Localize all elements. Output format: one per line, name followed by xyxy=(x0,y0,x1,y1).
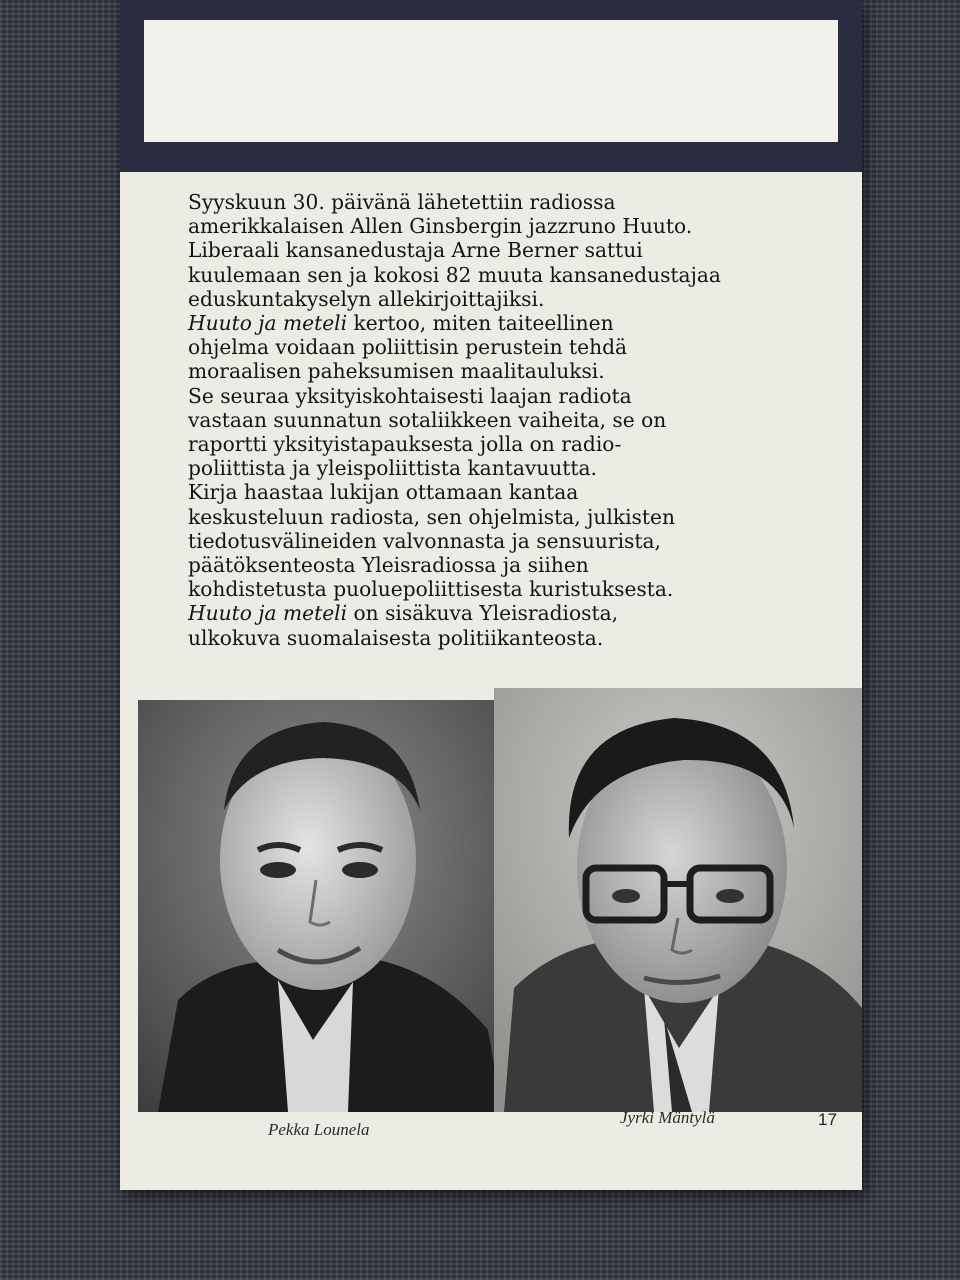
blurb-line xyxy=(188,553,828,577)
blurb-line xyxy=(188,335,828,359)
blurb-line-text: kohdistetusta puoluepoliittisesta kuristuksesta. xyxy=(188,577,674,602)
blurb-line xyxy=(188,263,828,287)
caption-pekka-lounela: Pekka Lounela xyxy=(268,1120,370,1139)
caption-jyrki-mantyla: Jyrki Mäntylä xyxy=(620,1108,715,1127)
blurb-line xyxy=(188,408,828,432)
book-back-cover xyxy=(120,0,862,1190)
blurb-line xyxy=(188,577,828,601)
blurb-line xyxy=(188,311,828,335)
blurb-line xyxy=(188,480,828,504)
portrait-photo-left xyxy=(138,700,502,1112)
blurb-line-text: Liberaali kansanedustaja Arne Berner sattui xyxy=(188,238,643,263)
blurb-line xyxy=(188,190,828,214)
blurb-line xyxy=(188,529,828,553)
blurb-line-text: Syyskuun 30. päivänä lähetettiin radiossa xyxy=(188,190,616,214)
blurb-line-text: keskusteluun radiosta, sen ohjelmista, julkisten xyxy=(188,504,675,529)
blurb-line xyxy=(188,384,828,408)
blurb-line-text: eduskuntakyselyn allekirjoittajiksi. xyxy=(188,286,545,311)
blurb-line xyxy=(188,456,828,480)
blurb-line xyxy=(188,287,828,311)
blurb-line-text: poliittista ja yleispoliittista kantavuutta. xyxy=(188,456,597,481)
blurb-line xyxy=(188,214,828,238)
blurb-line-text: amerikkalaisen Allen Ginsbergin jazzruno Huuto. xyxy=(188,214,693,239)
blurb-line xyxy=(188,432,828,456)
blurb-line-text: vastaan suunnatun sotaliikkeen vaiheita, se on xyxy=(188,407,667,432)
page-number: 17 xyxy=(818,1110,837,1129)
blurb-line-text: on sisäkuva Yleisradiosta, xyxy=(347,601,619,626)
blurb-line xyxy=(188,359,828,383)
blurb-line-text: raportti yksityistapauksesta jolla on radio- xyxy=(188,432,622,457)
blurb-line xyxy=(188,601,828,625)
blurb-line xyxy=(188,626,828,650)
book-title-italic: Huuto ja meteli xyxy=(188,311,348,336)
blurb-line-text: Se seuraa yksityiskohtaisesti laajan radiota xyxy=(188,383,632,408)
portrait-photo-right xyxy=(494,688,862,1112)
blurb-line-text: kertoo, miten taiteellinen xyxy=(347,311,614,336)
blurb-line-text: Kirja haastaa lukijan ottamaan kantaa xyxy=(188,480,579,505)
blurb-line-text: päätöksenteosta Yleisradiossa ja siihen xyxy=(188,553,589,578)
blurb-line-text: moraalisen paheksumisen maalitauluksi. xyxy=(188,359,605,384)
blurb-line-text: tiedotusvälineiden valvonnasta ja sensuurista, xyxy=(188,528,661,553)
blurb-line xyxy=(188,238,828,262)
blurb-line-text: kuulemaan sen ja kokosi 82 muuta kansanedustajaa xyxy=(188,262,721,287)
blurb-line-text: ohjelma voidaan poliittisin perustein tehdä xyxy=(188,335,628,360)
book-title-italic: Huuto ja meteli xyxy=(188,601,348,626)
blurb-line-text: ulkokuva suomalaisesta politiikanteosta. xyxy=(188,625,604,650)
cover-top-band xyxy=(120,0,862,172)
blurb-line xyxy=(188,505,828,529)
blank-title-box xyxy=(144,20,838,142)
cover-blurb xyxy=(188,190,828,650)
